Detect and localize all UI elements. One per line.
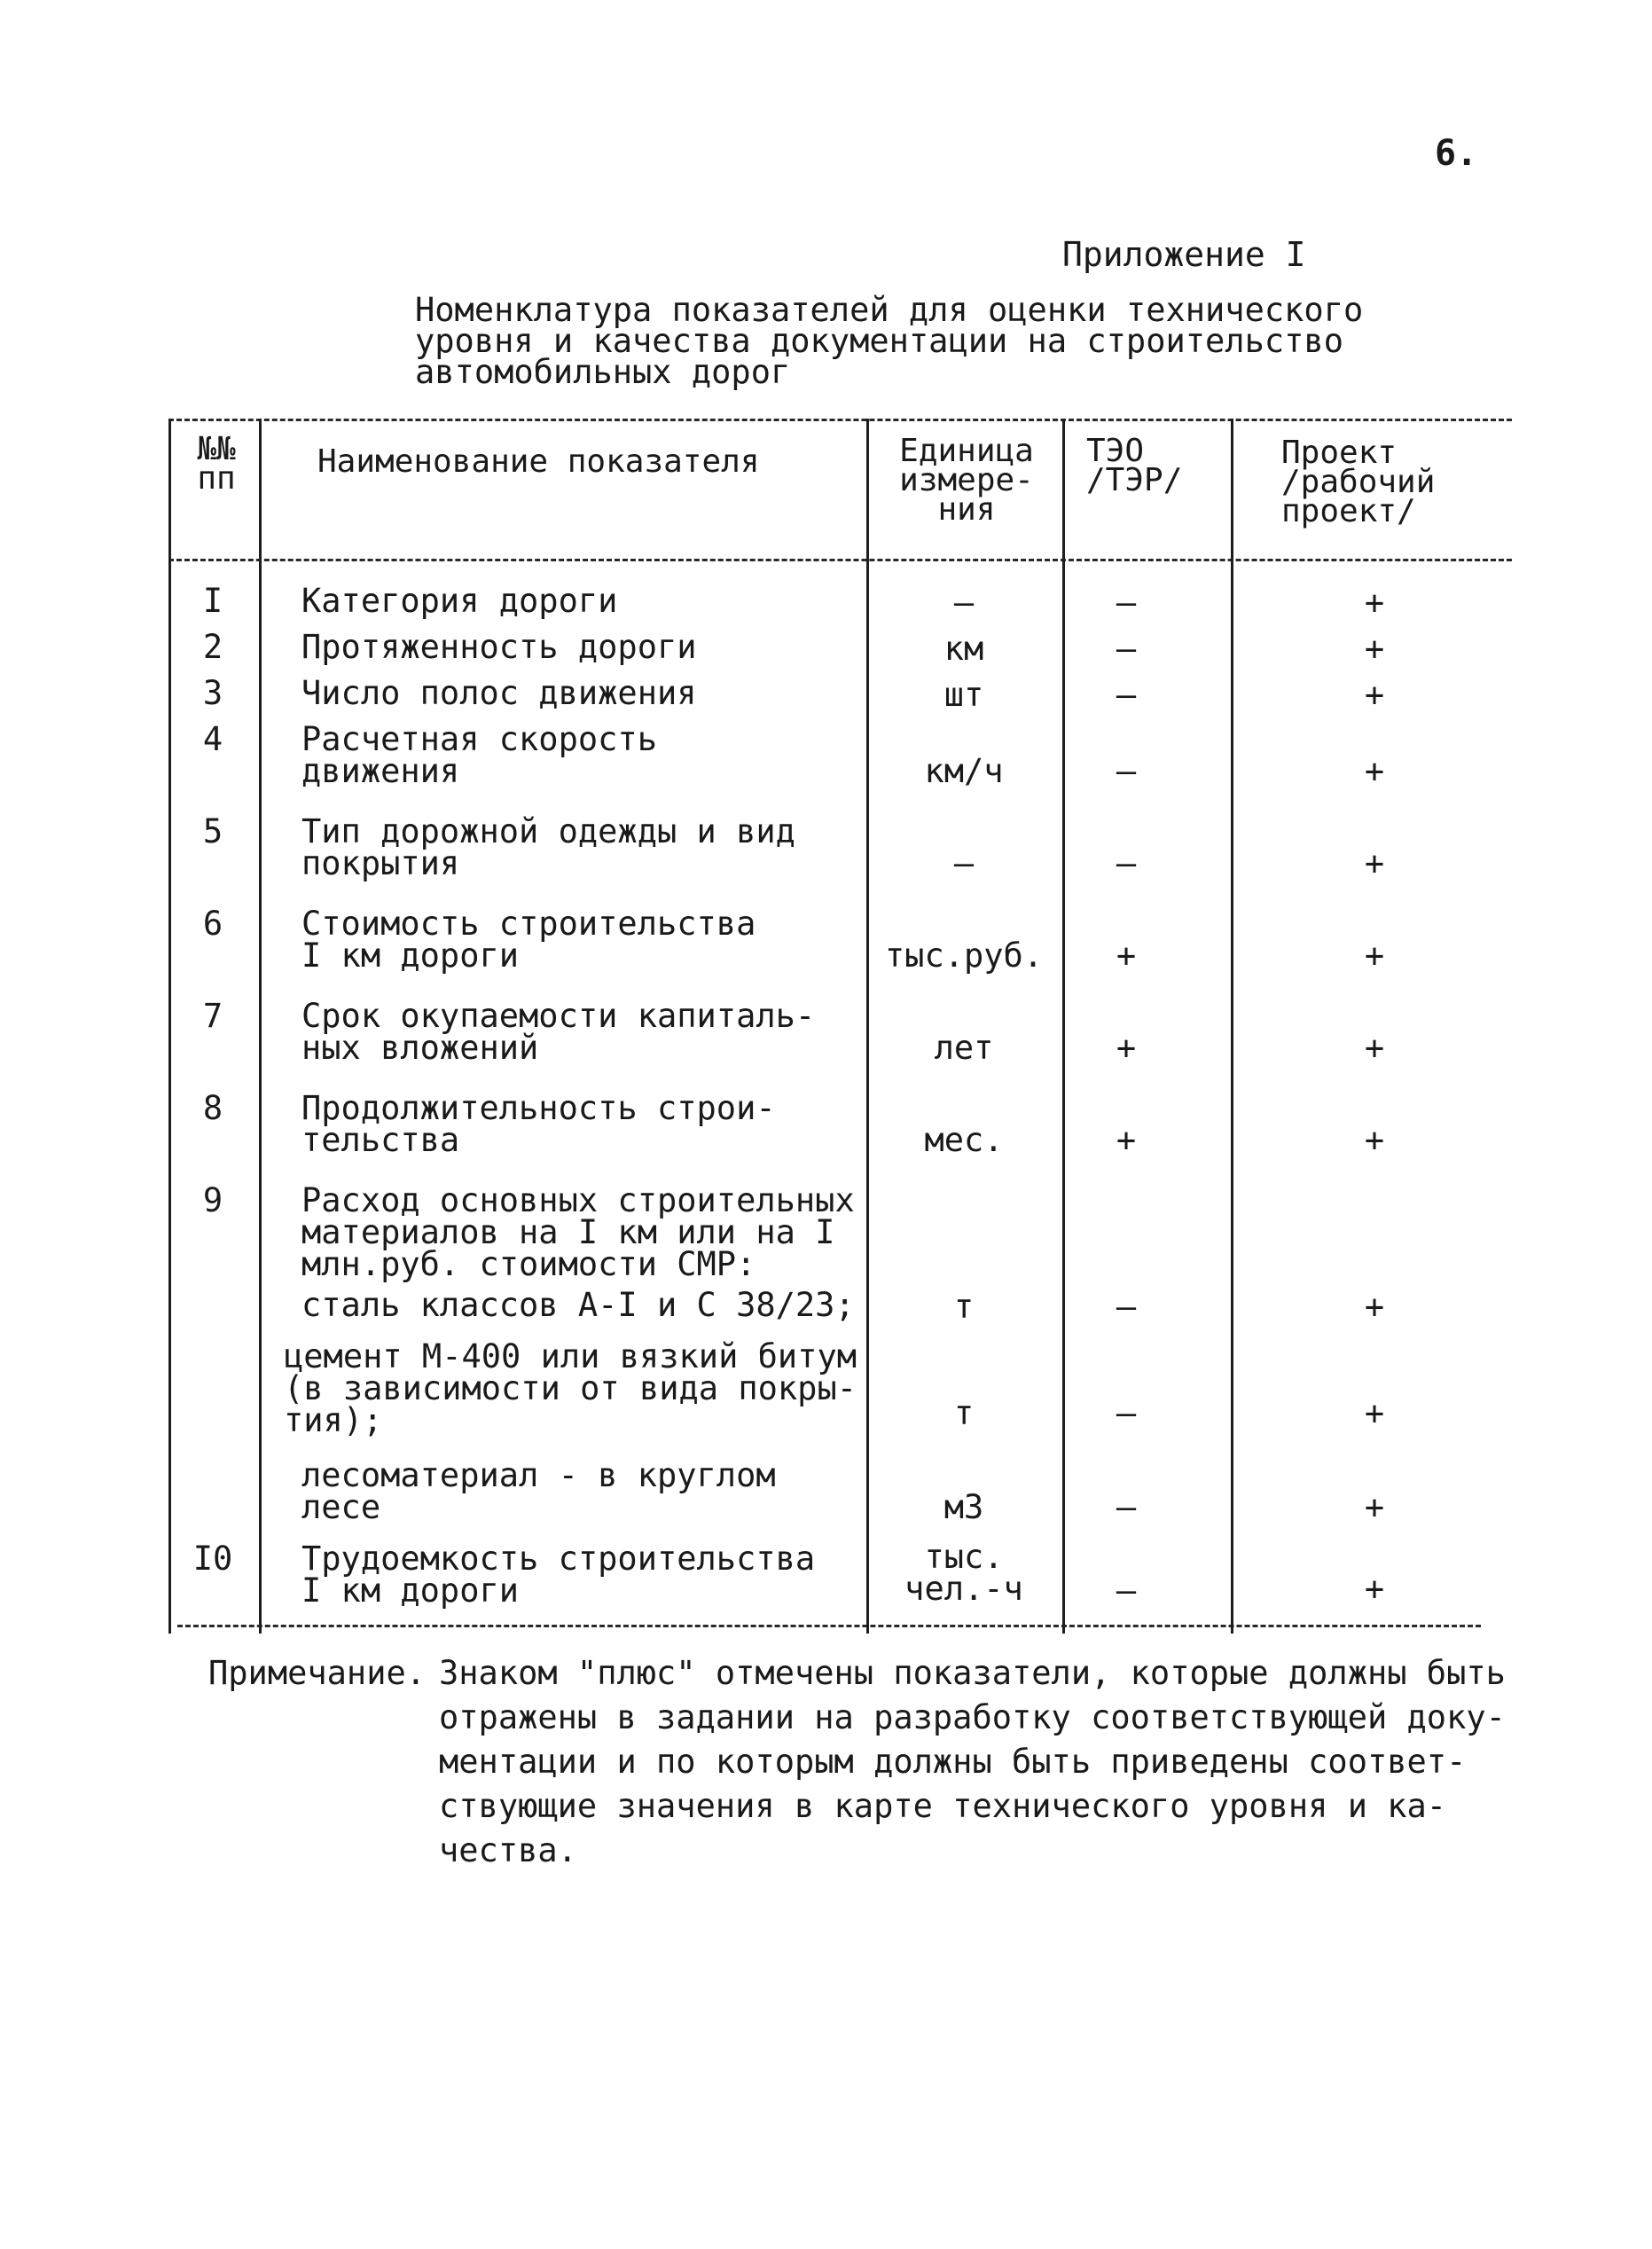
row-number: 2 (202, 628, 223, 666)
project-mark: + (1364, 1394, 1385, 1432)
note-text: Знаком "плюс" отмечены показатели, которые должны быть отражены в задании на разработку соответствующей доку- ментации и по которым должны быть приведены соответ- ствующие значения в карте технического уровня и ка- чества. (439, 1654, 1506, 1869)
table-header-rule (168, 559, 1512, 561)
page-number: 6. (1435, 133, 1478, 174)
unit-value: т (953, 1394, 975, 1432)
column-divider-num (259, 419, 262, 1634)
row-number: 9 (202, 1181, 223, 1219)
project-mark: + (1364, 1570, 1385, 1608)
row-number: 4 (202, 720, 223, 758)
indicator-name: Срок окупаемости капиталь- ных вложений (301, 997, 816, 1067)
teo-mark: – (1116, 844, 1137, 882)
header-teo: ТЭО /ТЭР/ (1086, 433, 1183, 498)
column-divider-teo (1231, 419, 1233, 1634)
teo-mark: + (1116, 1029, 1137, 1067)
unit-value: тыс.руб. (884, 936, 1044, 975)
project-mark: + (1364, 936, 1385, 975)
project-mark: + (1364, 584, 1385, 622)
row-number: I (202, 582, 223, 620)
unit-value: м3 (943, 1488, 984, 1526)
indicator-name: Протяженность дороги (301, 628, 697, 666)
indicator-name: Трудоемкость строительства I км дороги (301, 1540, 816, 1610)
teo-mark: – (1116, 676, 1137, 714)
table-top-rule (168, 419, 1512, 421)
project-mark: + (1364, 1121, 1385, 1159)
unit-value: т (953, 1288, 975, 1326)
teo-mark: – (1116, 630, 1137, 668)
row-number: 7 (202, 997, 223, 1035)
note-label: Примечание. (208, 1654, 427, 1692)
table-bottom-rule (177, 1625, 1481, 1627)
indicator-subitem: лесоматериал - в круглом лесе (301, 1456, 776, 1526)
header-unit: Единица измере- ния (899, 433, 1034, 528)
project-mark: + (1364, 1029, 1385, 1067)
header-num: №№ пп (197, 431, 236, 497)
indicator-subitem: цемент М-400 или вязкий битум (в зависимости от вида покры- тия); (284, 1337, 857, 1439)
indicator-name: Расход основных строительных материалов на I км или на I млн.руб. стоимости СМР: (301, 1181, 855, 1283)
project-mark: + (1364, 1288, 1385, 1326)
indicator-name: Тип дорожной одежды и вид покрытия (301, 812, 795, 882)
project-mark: + (1364, 1488, 1385, 1526)
indicator-name: Число полос движения (301, 674, 697, 712)
project-mark: + (1364, 676, 1385, 714)
teo-mark: – (1116, 1488, 1137, 1526)
project-mark: + (1364, 630, 1385, 668)
unit-value: мес. (924, 1121, 1004, 1159)
row-number: I0 (192, 1540, 233, 1578)
indicator-name: Категория дороги (301, 582, 618, 620)
header-project: Проект /рабочий проект/ (1281, 435, 1436, 529)
teo-mark: – (1116, 1394, 1137, 1432)
indicator-subitem: сталь классов А-I и С 38/23; (301, 1286, 855, 1324)
document-title: Номенклатура показателей для оценки технического уровня и качества документации на строительство автомобильных дорог (415, 291, 1364, 391)
unit-value: тыс. чел.-ч (904, 1538, 1023, 1608)
project-mark: + (1364, 844, 1385, 882)
unit-value: шт (943, 676, 984, 714)
indicator-name: Стоимость строительства I км дороги (301, 905, 756, 975)
header-name: Наименование показателя (317, 443, 760, 480)
unit-value: – (953, 844, 975, 882)
row-number: 5 (202, 812, 223, 850)
teo-mark: + (1116, 936, 1137, 975)
row-number: 3 (202, 674, 223, 712)
indicator-name: Продолжительность строи- тельства (301, 1089, 776, 1159)
table-left-border (168, 419, 171, 1634)
teo-mark: – (1116, 584, 1137, 622)
teo-mark: – (1116, 1571, 1137, 1610)
column-divider-unit (1062, 419, 1065, 1634)
indicator-name: Расчетная скорость движения (301, 720, 657, 790)
teo-mark: + (1116, 1121, 1137, 1159)
unit-value: – (953, 584, 975, 622)
unit-value: км (943, 630, 984, 668)
indicators-table (168, 419, 1512, 1641)
row-number: 8 (202, 1089, 223, 1127)
row-number: 6 (202, 905, 223, 943)
teo-mark: – (1116, 1288, 1137, 1326)
project-mark: + (1364, 752, 1385, 790)
appendix-title: Приложение I (1062, 235, 1306, 274)
unit-value: лет (934, 1029, 994, 1067)
teo-mark: – (1116, 752, 1137, 790)
unit-value: км/ч (924, 752, 1004, 790)
